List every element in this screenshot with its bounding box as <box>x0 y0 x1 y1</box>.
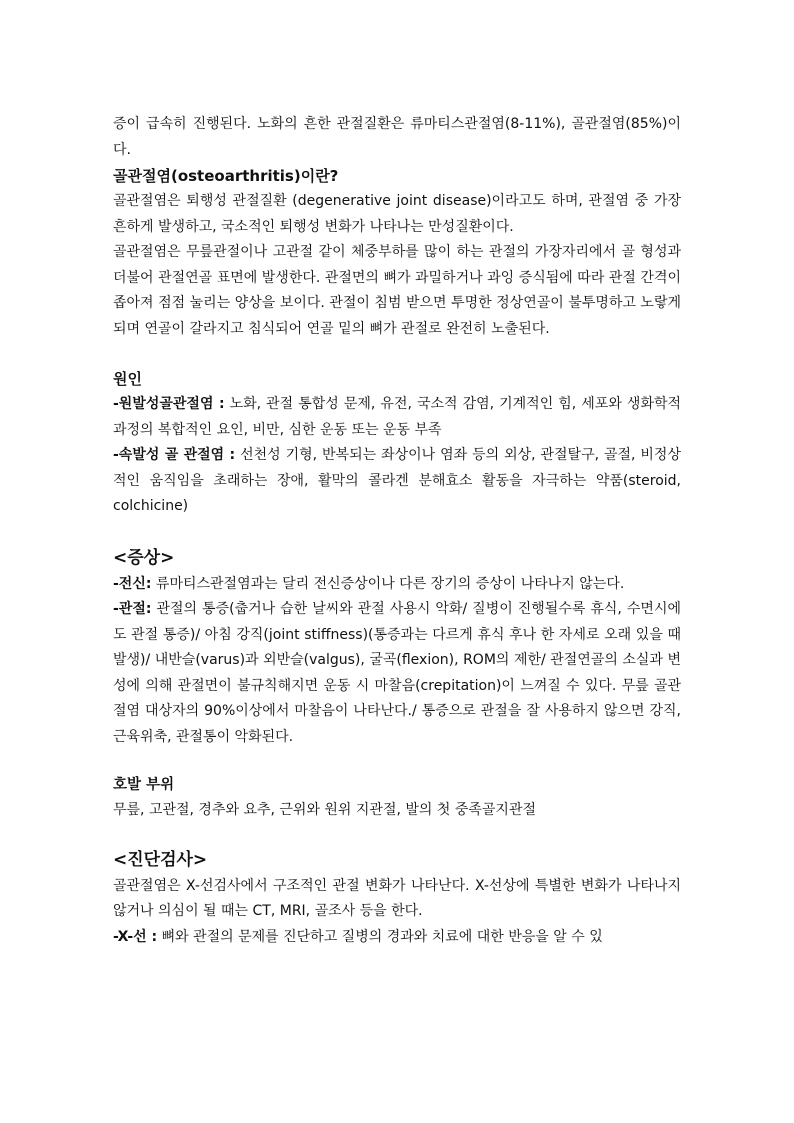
causes-heading: 원인 <box>113 370 142 388</box>
symptoms-joint-item <box>113 597 681 750</box>
document-page <box>113 112 681 950</box>
definition-paragraph-1: 골관절염은 퇴행성 관절질환 (degenerative joint disease)이라고도 하며, 관절염 중 가장 흔하게 발생하고, 국소적인 퇴행성 변화가 나타나는 만성질환이다. <box>113 193 681 235</box>
causes-secondary-item <box>113 443 681 520</box>
causes-primary-label: -원발성골관절염 : <box>113 396 225 412</box>
section-spacer <box>113 750 681 772</box>
causes-secondary-label: -속발성 골 관절염 : <box>113 447 236 463</box>
symptoms-joint-label: -관절: <box>113 601 152 617</box>
diagnosis-paragraph-1: 골관절염은 X-선검사에서 구조적인 관절 변화가 나타난다. X-선상에 특별한 변화가 나타나지 않거나 의심이 될 때는 CT, MRI, 골조사 등을 한다. <box>113 877 681 919</box>
symptoms-joint-text: 관절의 통증(춥거나 습한 날씨와 관절 사용시 악화/ 질병이 진행될수록 휴식, 수면시에도 관절 통증)/ 아침 강직(joint stiffness)(통증과는 다르게 휴식 후나 한 자세로 오래 있을 때 발생)/ 내반슬(varus)과 외반슬(valgus), 굴곡(flexion), ROM의 제한/ 관절연골의 소실과 변성에 의해 관절면이 불규칙해지면 운동 시 마찰음(crepitation)이 느껴질 수 있다. 무릎 골관절염 대상자의 90%이상에서 마찰음이 나타난다./ 통증으로 관절을 잘 사용하지 않으면 강직, 근육위축, 관절통이 악화된다. <box>113 601 681 745</box>
sites-heading: 호발 부위 <box>113 777 175 793</box>
symptoms-systemic-text: 류마티스관절염과는 달리 전신증상이나 다른 장기의 증상이 나타나지 않는다. <box>151 575 625 592</box>
definition-paragraph-2: 골관절염은 무릎관절이나 고관절 같이 체중부하를 많이 하는 관절의 가장자리에서 골 형성과 더불어 관절연골 표면에 발생한다. 관절면의 뼈가 과밀하거나 과잉 증식됨에 따라 관절 간격이 좁아져 점점 눌리는 양상을 보이다. 관절이 침범 받으면 투명한 정상연골이 불투명하고 노랗게 되며 연골이 갈라지고 침식되어 연골 밑의 뼈가 관절로 완전히 노출된다. <box>113 244 681 337</box>
intro-paragraph: 증이 급속히 진행된다. 노화의 흔한 관절질환은 류마티스관절염(8-11%), 골관절염(85%)이다. <box>113 116 681 158</box>
diagnosis-heading: <진단검사> <box>113 849 208 870</box>
causes-secondary-text: 선천성 기형, 반복되는 좌상이나 염좌 등의 외상, 관절탈구, 골절, 비정상적인 움직임을 초래하는 장애, 활막의 콜라겐 분해효소 활동을 자극하는 약품(steroid, colchicine) <box>113 447 681 514</box>
diagnosis-xray-label: -X-선 : <box>113 928 158 945</box>
symptoms-systemic-label: -전신: <box>113 575 152 592</box>
diagnosis-xray-text: 뼈와 관절의 문제를 진단하고 질병의 경과와 치료에 대한 반응을 알 수 있 <box>157 928 603 945</box>
section-spacer <box>113 342 681 366</box>
section-spacer <box>113 824 681 846</box>
section-spacer <box>113 520 681 544</box>
causes-primary-item <box>113 392 681 443</box>
causes-primary-text: 노화, 관절 통합성 문제, 유전, 국소적 감염, 기계적인 힘, 세포와 생화학적 과정의 복합적인 요인, 비만, 심한 운동 또는 운동 부족 <box>113 396 682 438</box>
sites-text: 무릎, 고관절, 경추와 요추, 근위와 원위 지관절, 발의 첫 중족골지관절 <box>113 802 536 818</box>
definition-heading: 골관절염(osteoarthritis)이란? <box>113 167 339 185</box>
diagnosis-xray-item <box>113 925 681 951</box>
symptoms-heading: <증상> <box>113 547 175 568</box>
symptoms-systemic-item <box>113 572 681 598</box>
